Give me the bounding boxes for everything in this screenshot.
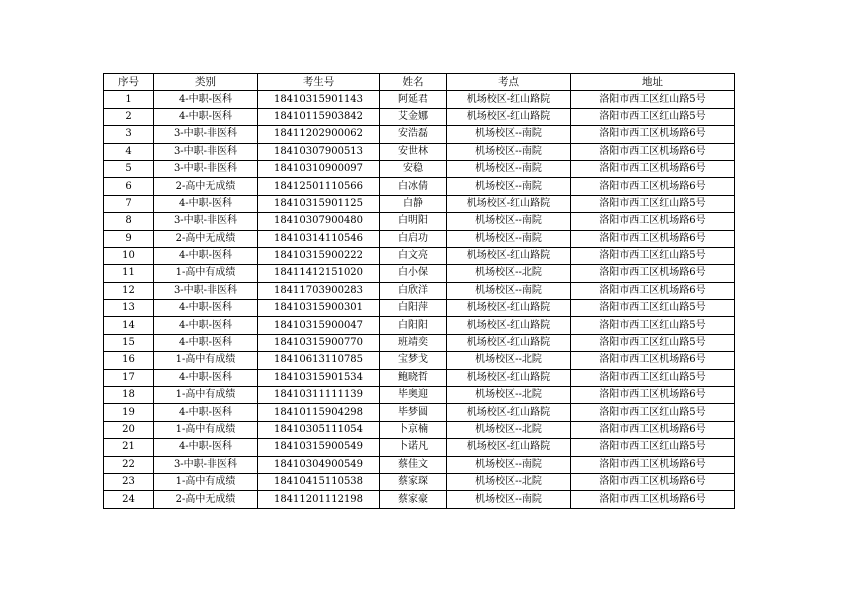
- cell-exam-number: 18410613110785: [258, 352, 380, 369]
- cell-seq: 12: [104, 282, 154, 299]
- cell-category: 4-中职-医科: [154, 91, 258, 108]
- cell-address: 洛阳市西工区机场路6号: [571, 491, 735, 508]
- cell-address: 洛阳市西工区机场路6号: [571, 213, 735, 230]
- cell-seq: 21: [104, 439, 154, 456]
- cell-name: 白静: [380, 195, 447, 212]
- cell-address: 洛阳市西工区红山路5号: [571, 300, 735, 317]
- cell-address: 洛阳市西工区红山路5号: [571, 247, 735, 264]
- cell-address: 洛阳市西工区机场路6号: [571, 178, 735, 195]
- cell-seq: 22: [104, 456, 154, 473]
- cell-address: 洛阳市西工区红山路5号: [571, 317, 735, 334]
- table-row: [104, 91, 735, 108]
- cell-address: 洛阳市西工区机场路6号: [571, 352, 735, 369]
- cell-category: 3-中职-非医科: [154, 143, 258, 160]
- cell-exam-site: 机场校区-红山路院: [447, 247, 571, 264]
- table-row: [104, 317, 735, 334]
- header-name: 姓名: [380, 74, 447, 91]
- cell-address: 洛阳市西工区红山路5号: [571, 439, 735, 456]
- cell-name: 白欣洋: [380, 282, 447, 299]
- table-row: [104, 178, 735, 195]
- cell-exam-site: 机场校区--南院: [447, 282, 571, 299]
- cell-seq: 5: [104, 160, 154, 177]
- table-row: [104, 334, 735, 351]
- cell-category: 4-中职-医科: [154, 247, 258, 264]
- cell-exam-number: 18410314110546: [258, 230, 380, 247]
- table-row: [104, 282, 735, 299]
- cell-exam-site: 机场校区--北院: [447, 387, 571, 404]
- table-row: [104, 247, 735, 264]
- table-row: [104, 213, 735, 230]
- cell-category: 4-中职-医科: [154, 300, 258, 317]
- cell-exam-number: 18411202900062: [258, 126, 380, 143]
- cell-exam-site: 机场校区--北院: [447, 473, 571, 490]
- cell-address: 洛阳市西工区红山路5号: [571, 369, 735, 386]
- cell-exam-number: 18411703900283: [258, 282, 380, 299]
- cell-seq: 11: [104, 265, 154, 282]
- cell-category: 3-中职-非医科: [154, 456, 258, 473]
- cell-name: 白明阳: [380, 213, 447, 230]
- cell-address: 洛阳市西工区机场路6号: [571, 473, 735, 490]
- table-row: [104, 126, 735, 143]
- cell-exam-site: 机场校区--南院: [447, 491, 571, 508]
- cell-exam-number: 18411201112198: [258, 491, 380, 508]
- cell-name: 班靖奕: [380, 334, 447, 351]
- cell-seq: 7: [104, 195, 154, 212]
- cell-exam-site: 机场校区-红山路院: [447, 195, 571, 212]
- table-row: [104, 491, 735, 508]
- table-row: [104, 108, 735, 125]
- cell-exam-site: 机场校区-红山路院: [447, 91, 571, 108]
- table-row: [104, 352, 735, 369]
- cell-name: 白小保: [380, 265, 447, 282]
- cell-address: 洛阳市西工区红山路5号: [571, 91, 735, 108]
- cell-category: 1-高中有成绩: [154, 265, 258, 282]
- cell-name: 白启功: [380, 230, 447, 247]
- header-seq: 序号: [104, 74, 154, 91]
- table-row: [104, 456, 735, 473]
- table-row: [104, 369, 735, 386]
- table-row: [104, 230, 735, 247]
- cell-exam-number: 18411412151020: [258, 265, 380, 282]
- header-address: 地址: [571, 74, 735, 91]
- cell-name: 毕奥迎: [380, 387, 447, 404]
- cell-exam-site: 机场校区--南院: [447, 456, 571, 473]
- cell-exam-number: 18410310900097: [258, 160, 380, 177]
- cell-exam-number: 18410307900480: [258, 213, 380, 230]
- cell-exam-site: 机场校区--北院: [447, 421, 571, 438]
- cell-name: 安世林: [380, 143, 447, 160]
- cell-name: 宝梦戈: [380, 352, 447, 369]
- cell-exam-site: 机场校区--南院: [447, 230, 571, 247]
- cell-exam-site: 机场校区--南院: [447, 213, 571, 230]
- cell-exam-number: 18410315901125: [258, 195, 380, 212]
- cell-category: 4-中职-医科: [154, 108, 258, 125]
- cell-name: 阿延君: [380, 91, 447, 108]
- cell-exam-number: 18410115904298: [258, 404, 380, 421]
- cell-seq: 23: [104, 473, 154, 490]
- cell-name: 白阳萍: [380, 300, 447, 317]
- cell-exam-number: 18410315900301: [258, 300, 380, 317]
- cell-seq: 4: [104, 143, 154, 160]
- cell-name: 卜京楠: [380, 421, 447, 438]
- table-row: [104, 195, 735, 212]
- header-category: 类别: [154, 74, 258, 91]
- cell-seq: 2: [104, 108, 154, 125]
- cell-address: 洛阳市西工区机场路6号: [571, 421, 735, 438]
- cell-exam-site: 机场校区-红山路院: [447, 369, 571, 386]
- cell-exam-site: 机场校区--南院: [447, 178, 571, 195]
- cell-seq: 8: [104, 213, 154, 230]
- cell-category: 4-中职-医科: [154, 334, 258, 351]
- cell-seq: 16: [104, 352, 154, 369]
- table-row: [104, 143, 735, 160]
- cell-seq: 17: [104, 369, 154, 386]
- cell-exam-number: 18410315901143: [258, 91, 380, 108]
- cell-exam-site: 机场校区-红山路院: [447, 300, 571, 317]
- table-row: [104, 387, 735, 404]
- cell-seq: 3: [104, 126, 154, 143]
- cell-name: 毕梦圆: [380, 404, 447, 421]
- cell-exam-site: 机场校区-红山路院: [447, 317, 571, 334]
- cell-name: 艾金娜: [380, 108, 447, 125]
- cell-exam-number: 18410305111054: [258, 421, 380, 438]
- cell-address: 洛阳市西工区机场路6号: [571, 230, 735, 247]
- cell-exam-site: 机场校区--北院: [447, 265, 571, 282]
- cell-address: 洛阳市西工区红山路5号: [571, 195, 735, 212]
- cell-address: 洛阳市西工区机场路6号: [571, 265, 735, 282]
- cell-seq: 1: [104, 91, 154, 108]
- table-row: [104, 439, 735, 456]
- cell-seq: 19: [104, 404, 154, 421]
- table-body: [104, 91, 735, 508]
- cell-seq: 15: [104, 334, 154, 351]
- cell-seq: 10: [104, 247, 154, 264]
- cell-exam-number: 18410315900549: [258, 439, 380, 456]
- cell-exam-site: 机场校区--南院: [447, 143, 571, 160]
- cell-exam-number: 18410304900549: [258, 456, 380, 473]
- cell-category: 4-中职-医科: [154, 404, 258, 421]
- cell-name: 蔡佳文: [380, 456, 447, 473]
- table-row: [104, 473, 735, 490]
- cell-address: 洛阳市西工区红山路5号: [571, 404, 735, 421]
- cell-exam-site: 机场校区--南院: [447, 126, 571, 143]
- cell-category: 3-中职-非医科: [154, 282, 258, 299]
- cell-category: 1-高中有成绩: [154, 352, 258, 369]
- cell-category: 4-中职-医科: [154, 195, 258, 212]
- cell-seq: 24: [104, 491, 154, 508]
- cell-address: 洛阳市西工区机场路6号: [571, 387, 735, 404]
- cell-category: 1-高中有成绩: [154, 473, 258, 490]
- cell-seq: 9: [104, 230, 154, 247]
- cell-exam-number: 18410311111139: [258, 387, 380, 404]
- cell-exam-number: 18410315901534: [258, 369, 380, 386]
- cell-category: 1-高中有成绩: [154, 421, 258, 438]
- cell-name: 蔡家豪: [380, 491, 447, 508]
- table-header-row: [104, 74, 735, 91]
- cell-category: 2-高中无成绩: [154, 491, 258, 508]
- cell-category: 4-中职-医科: [154, 369, 258, 386]
- cell-category: 3-中职-非医科: [154, 213, 258, 230]
- cell-exam-number: 18410115903842: [258, 108, 380, 125]
- cell-exam-site: 机场校区-红山路院: [447, 404, 571, 421]
- cell-exam-site: 机场校区-红山路院: [447, 334, 571, 351]
- cell-address: 洛阳市西工区机场路6号: [571, 282, 735, 299]
- cell-exam-site: 机场校区--南院: [447, 160, 571, 177]
- cell-name: 蔡家琛: [380, 473, 447, 490]
- table-row: [104, 404, 735, 421]
- cell-category: 3-中职-非医科: [154, 126, 258, 143]
- cell-address: 洛阳市西工区机场路6号: [571, 143, 735, 160]
- cell-category: 4-中职-医科: [154, 439, 258, 456]
- cell-address: 洛阳市西工区机场路6号: [571, 456, 735, 473]
- cell-seq: 14: [104, 317, 154, 334]
- table-row: [104, 421, 735, 438]
- cell-exam-number: 18410315900222: [258, 247, 380, 264]
- header-exam-number: 考生号: [258, 74, 380, 91]
- cell-name: 鲍晓哲: [380, 369, 447, 386]
- cell-exam-number: 18410415110538: [258, 473, 380, 490]
- cell-category: 1-高中有成绩: [154, 387, 258, 404]
- cell-exam-number: 18410315900047: [258, 317, 380, 334]
- cell-category: 2-高中无成绩: [154, 230, 258, 247]
- cell-exam-site: 机场校区-红山路院: [447, 439, 571, 456]
- table-row: [104, 160, 735, 177]
- cell-category: 4-中职-医科: [154, 317, 258, 334]
- cell-seq: 20: [104, 421, 154, 438]
- table-row: [104, 300, 735, 317]
- cell-exam-number: 18410307900513: [258, 143, 380, 160]
- table-row: [104, 265, 735, 282]
- cell-seq: 13: [104, 300, 154, 317]
- cell-exam-number: 18412501110566: [258, 178, 380, 195]
- cell-address: 洛阳市西工区红山路5号: [571, 108, 735, 125]
- cell-seq: 18: [104, 387, 154, 404]
- cell-address: 洛阳市西工区红山路5号: [571, 334, 735, 351]
- cell-name: 白冰倩: [380, 178, 447, 195]
- cell-name: 安浩磊: [380, 126, 447, 143]
- cell-category: 3-中职-非医科: [154, 160, 258, 177]
- header-exam-site: 考点: [447, 74, 571, 91]
- cell-name: 卜诺凡: [380, 439, 447, 456]
- student-roster-table: [103, 73, 735, 509]
- cell-name: 白阳阳: [380, 317, 447, 334]
- cell-address: 洛阳市西工区机场路6号: [571, 126, 735, 143]
- cell-name: 白文亮: [380, 247, 447, 264]
- cell-exam-site: 机场校区-红山路院: [447, 108, 571, 125]
- cell-category: 2-高中无成绩: [154, 178, 258, 195]
- cell-seq: 6: [104, 178, 154, 195]
- cell-exam-number: 18410315900770: [258, 334, 380, 351]
- cell-exam-site: 机场校区--北院: [447, 352, 571, 369]
- cell-address: 洛阳市西工区机场路6号: [571, 160, 735, 177]
- cell-name: 安稳: [380, 160, 447, 177]
